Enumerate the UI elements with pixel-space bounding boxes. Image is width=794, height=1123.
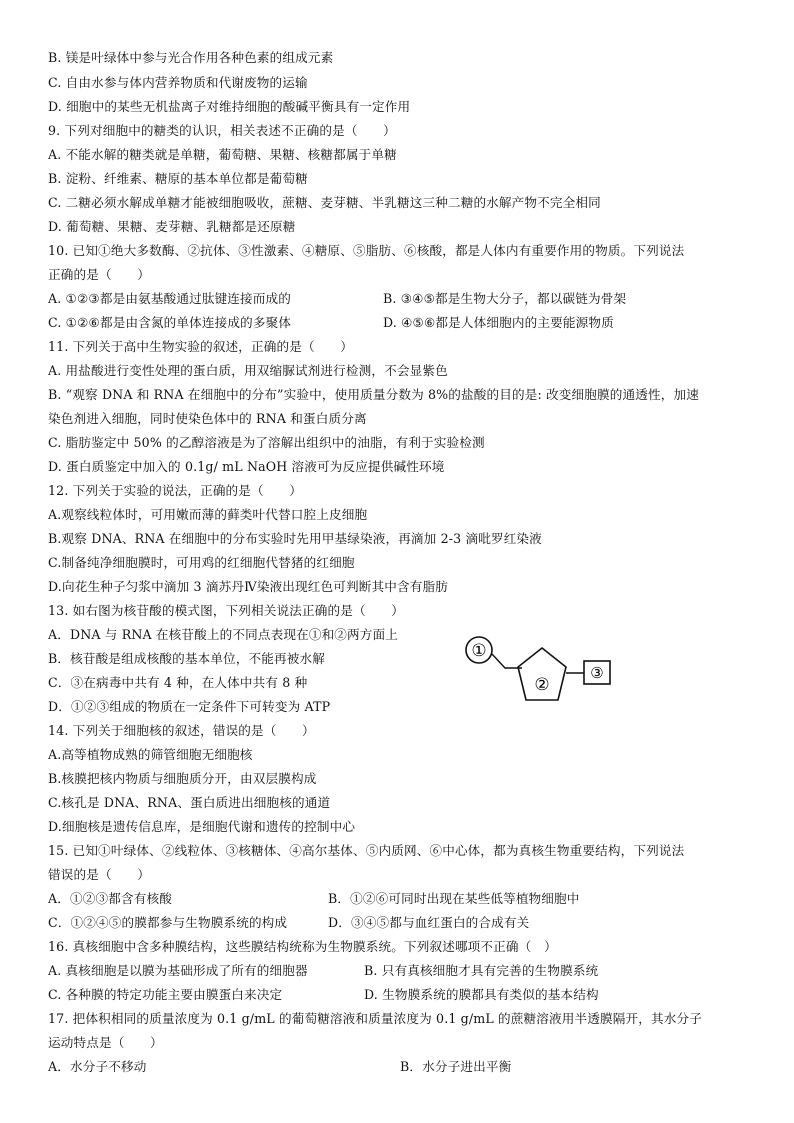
q11-option-b: B. “观察 DNA 和 RNA 在细胞中的分布”实验中，使用质量分数为 8%的盐酸的目的是: 改变细胞膜的通透性，加速	[48, 387, 699, 402]
q8-option-c: C. 自由水参与体内营养物质和代谢废物的运输	[48, 75, 308, 90]
q10-option-b: B. ③④⑤都是生物大分子，都以碳链为骨架	[383, 291, 627, 306]
q16-option-b: B. 只有真核细胞才具有完善的生物膜系统	[364, 963, 599, 978]
q12-option-b: B.观察 DNA、RNA 在细胞中的分布实验时先用甲基绿染液，再滴加 2-3 滴吡罗红染液	[48, 531, 542, 546]
q16-option-a: A. 真核细胞是以膜为基础形成了所有的细胞器	[48, 963, 308, 978]
q14-stem: 14. 下列关于细胞核的叙述，错误的是（ ）	[48, 723, 315, 738]
q11-option-d: D. 蛋白质鉴定中加入的 0.1g/ mL NaOH 溶液可为反应提供碱性环境	[48, 459, 445, 474]
q17-option-a: A．水分子不移动	[48, 1059, 147, 1074]
q15-option-d: D．③④⑤都与血红蛋白的合成有关	[328, 915, 530, 930]
q14-option-d: D.细胞核是遗传信息库，是细胞代谢和遗传的控制中心	[48, 819, 356, 834]
q9-option-c: C. 二糖必须水解成单糖才能被细胞吸收，蔗糖、麦芽糖、半乳糖这三种二糖的水解产物不完全相同	[48, 195, 601, 210]
q13-option-d: D．①②③组成的物质在一定条件下可转变为 ATP	[48, 699, 331, 714]
nucleotide-diagram	[462, 630, 622, 712]
q11-option-c: C. 脂肪鉴定中 50% 的乙醇溶液是为了溶解出组织中的油脂，有利于实验检测	[48, 435, 485, 450]
q17-option-b: B．水分子进出平衡	[400, 1059, 512, 1074]
q14-option-b: B.核膜把核内物质与细胞质分开，由双层膜构成	[48, 771, 317, 786]
q14-option-a: A.高等植物成熟的筛管细胞无细胞核	[48, 747, 253, 762]
q12-stem: 12. 下列关于实验的说法，正确的是（ ）	[48, 483, 303, 498]
q17-stem-cont: 运动特点是（ ）	[48, 1035, 163, 1050]
pentose-label: ②	[534, 675, 550, 695]
phosphate-label: ①	[471, 641, 487, 661]
q8-option-b: B. 镁是叶绿体中参与光合作用各种色素的组成元素	[48, 50, 334, 65]
q14-option-c: C.核孔是 DNA、RNA、蛋白质进出细胞核的通道	[48, 795, 331, 810]
q16-option-d: D. 生物膜系统的膜都具有类似的基本结构	[364, 987, 599, 1002]
q13-option-a: A．DNA 与 RNA 在核苷酸上的不同点表现在①和②两方面上	[48, 627, 399, 642]
q17-stem: 17. 把体积相同的质量浓度为 0.1 g/mL 的葡萄糖溶液和质量浓度为 0.1 g/mL 的蔗糖溶液用半透膜隔开，其水分子	[48, 1011, 702, 1026]
q11-stem: 11. 下列关于高中生物实验的叙述，正确的是（ ）	[48, 339, 353, 354]
q15-option-c: C．①②④⑤的膜都参与生物膜系统的构成	[48, 915, 288, 930]
q13-option-c: C．③在病毒中共有 4 种，在人体中共有 8 种	[48, 675, 308, 690]
q12-option-c: C.制备纯净细胞膜时，可用鸡的红细胞代替猪的红细胞	[48, 555, 355, 570]
q10-option-d: D. ④⑤⑥都是人体细胞内的主要能源物质	[383, 315, 614, 330]
q9-option-b: B. 淀粉、纤维素、糖原的基本单位都是葡萄糖	[48, 171, 308, 186]
q10-stem-cont: 正确的是（ ）	[48, 267, 150, 282]
q15-option-b: B．①②⑥可同时出现在某些低等植物细胞中	[328, 891, 580, 906]
q16-stem: 16. 真核细胞中含多种膜结构，这些膜结构统称为生物膜系统。下列叙述哪项不正确（ ）	[48, 939, 557, 954]
q13-option-b: B．核苷酸是组成核酸的基本单位，不能再被水解	[48, 651, 326, 666]
q12-option-d: D.向花生种子匀浆中滴加 3 滴苏丹Ⅳ染液出现红色可判断其中含有脂肪	[48, 579, 448, 594]
q11-option-a: A. 用盐酸进行变性处理的蛋白质，用双缩脲试剂进行检测，不会显紫色	[48, 363, 448, 378]
q15-option-a: A．①②③都含有核酸	[48, 891, 172, 906]
q10-stem: 10. 已知①绝大多数酶、②抗体、③性激素、④糖原、⑤脂肪、⑥核酸，都是人体内有重要作用的物质。下列说法	[48, 243, 685, 258]
q11-option-b-cont: 染色剂进入细胞，同时使染色体中的 RNA 和蛋白质分离	[48, 411, 367, 426]
base-label: ③	[590, 664, 604, 682]
q16-option-c: C. 各种膜的特定功能主要由膜蛋白来决定	[48, 987, 283, 1002]
q15-stem: 15. 已知①叶绿体、②线粒体、③核糖体、④高尔基体、⑤内质网、⑥中心体，都为真核生物重要结构，下列说法	[48, 843, 685, 858]
q10-option-c: C. ①②⑥都是由含氮的单体连接成的多聚体	[48, 315, 292, 330]
phosphate-bond	[492, 654, 522, 668]
q15-stem-cont: 错误的是（ ）	[48, 867, 150, 882]
q9-stem: 9. 下列对细胞中的糖类的认识，相关表述不正确的是（ ）	[48, 123, 396, 138]
q9-option-a: A. 不能水解的糖类就是单糖，葡萄糖、果糖、核糖都属于单糖	[48, 147, 397, 162]
q9-option-d: D. 葡萄糖、果糖、麦芽糖、乳糖都是还原糖	[48, 219, 296, 234]
q8-option-d: D. 细胞中的某些无机盐离子对维持细胞的酸碱平衡具有一定作用	[48, 99, 411, 114]
q13-stem: 13. 如右图为核苷酸的模式图，下列相关说法正确的是（ ）	[48, 603, 404, 618]
q12-option-a: A.观察线粒体时，可用嫩而薄的藓类叶代替口腔上皮细胞	[48, 507, 368, 522]
q10-option-a: A. ①②③都是由氨基酸通过肽键连接而成的	[48, 291, 292, 306]
